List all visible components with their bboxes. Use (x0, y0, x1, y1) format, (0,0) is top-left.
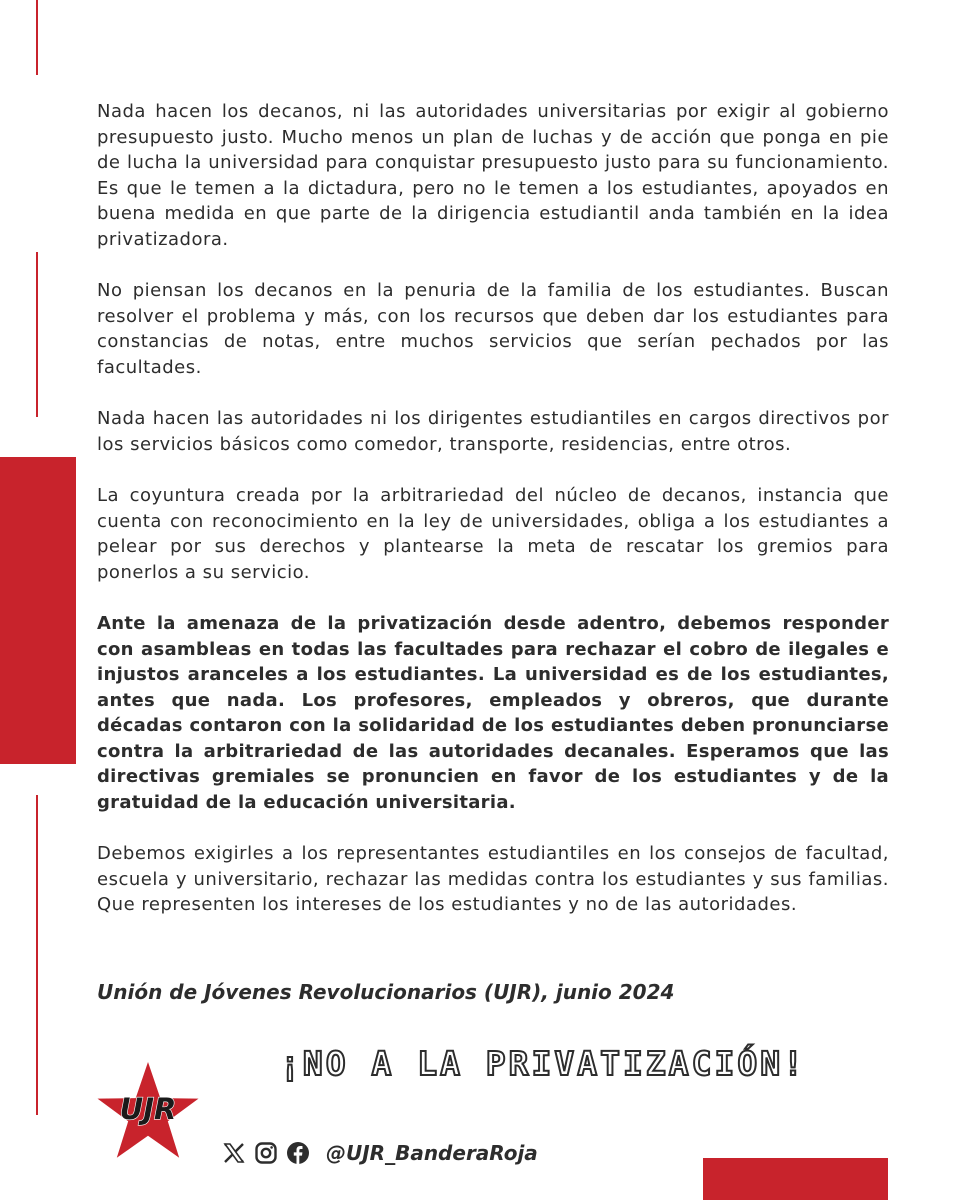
x-icon[interactable] (222, 1141, 246, 1165)
paragraph-2: No piensan los decanos en la penuria de la familia de los estudiantes. Buscan resolver el problema y más, con los recursos que deben dar los estudiantes para constancias de notas, entre muchos servicios que serían pechados por las facultades. (97, 280, 889, 378)
paragraph-5-call-to-action: Ante la amenaza de la privatización desde adentro, debemos responder con asambleas en todas las facultades para rechazar el cobro de ilegales e injustos aranceles a los estudiantes. La universidad es de los estudiantes, antes que nada. Los profesores, empleados y obreros, que durante décadas contaron con la solidaridad de los estudiantes deben pronunciarse contra la arbitrariedad de las autoridades decanales. Esperamos que las directivas gremiales se pronuncien en favor de los estudiantes y de la gratuidad de la educación universitaria. (97, 613, 889, 813)
decorative-line-top (36, 0, 38, 75)
paragraph-1: Nada hacen los decanos, ni las autoridades universitarias por exigir al gobierno presupuesto justo. Mucho menos un plan de luchas y de acción que ponga en pie de lucha la universidad para conquistar presupuesto justo para su funcionamiento. Es que le temen a la dictadura, pero no le temen a los estudiantes, apoyados en buena medida en que parte de la dirigencia estudiantil anda también en la idea privatizadora. (97, 101, 889, 250)
statement-body (97, 99, 889, 944)
logo-text: UJR (119, 1092, 177, 1126)
facebook-icon[interactable] (286, 1141, 310, 1165)
decorative-red-block-bottom (703, 1158, 888, 1200)
decorative-line-middle (36, 252, 38, 417)
signature: Unión de Jóvenes Revolucionarios (UJR), junio 2024 (97, 980, 675, 1004)
paragraph-6: Debemos exigirles a los representantes estudiantiles en los consejos de facultad, escuela y universitario, rechazar las medidas contra los estudiantes y sus familias. Que representen los intereses de los estudiantes y no de las autoridades. (97, 843, 889, 915)
slogan: ¡NO A LA PRIVATIZACIÓN! (280, 1044, 806, 1083)
ujr-logo (93, 1060, 203, 1170)
social-bar (222, 1138, 538, 1168)
decorative-red-block-left (0, 457, 76, 764)
paragraph-4: La coyuntura creada por la arbitrariedad del núcleo de decanos, instancia que cuenta con reconocimiento en la ley de universidades, obliga a los estudiantes a pelear por sus derechos y plantearse la meta de rescatar los gremios para ponerlos a su servicio. (97, 485, 889, 583)
paragraph-3: Nada hacen las autoridades ni los dirigentes estudiantiles en cargos directivos por los servicios básicos como comedor, transporte, residencias, entre otros. (97, 408, 889, 455)
decorative-line-bottom (36, 795, 38, 1115)
social-handle[interactable]: @UJR_BanderaRoja (326, 1141, 538, 1165)
instagram-icon[interactable] (254, 1141, 278, 1165)
